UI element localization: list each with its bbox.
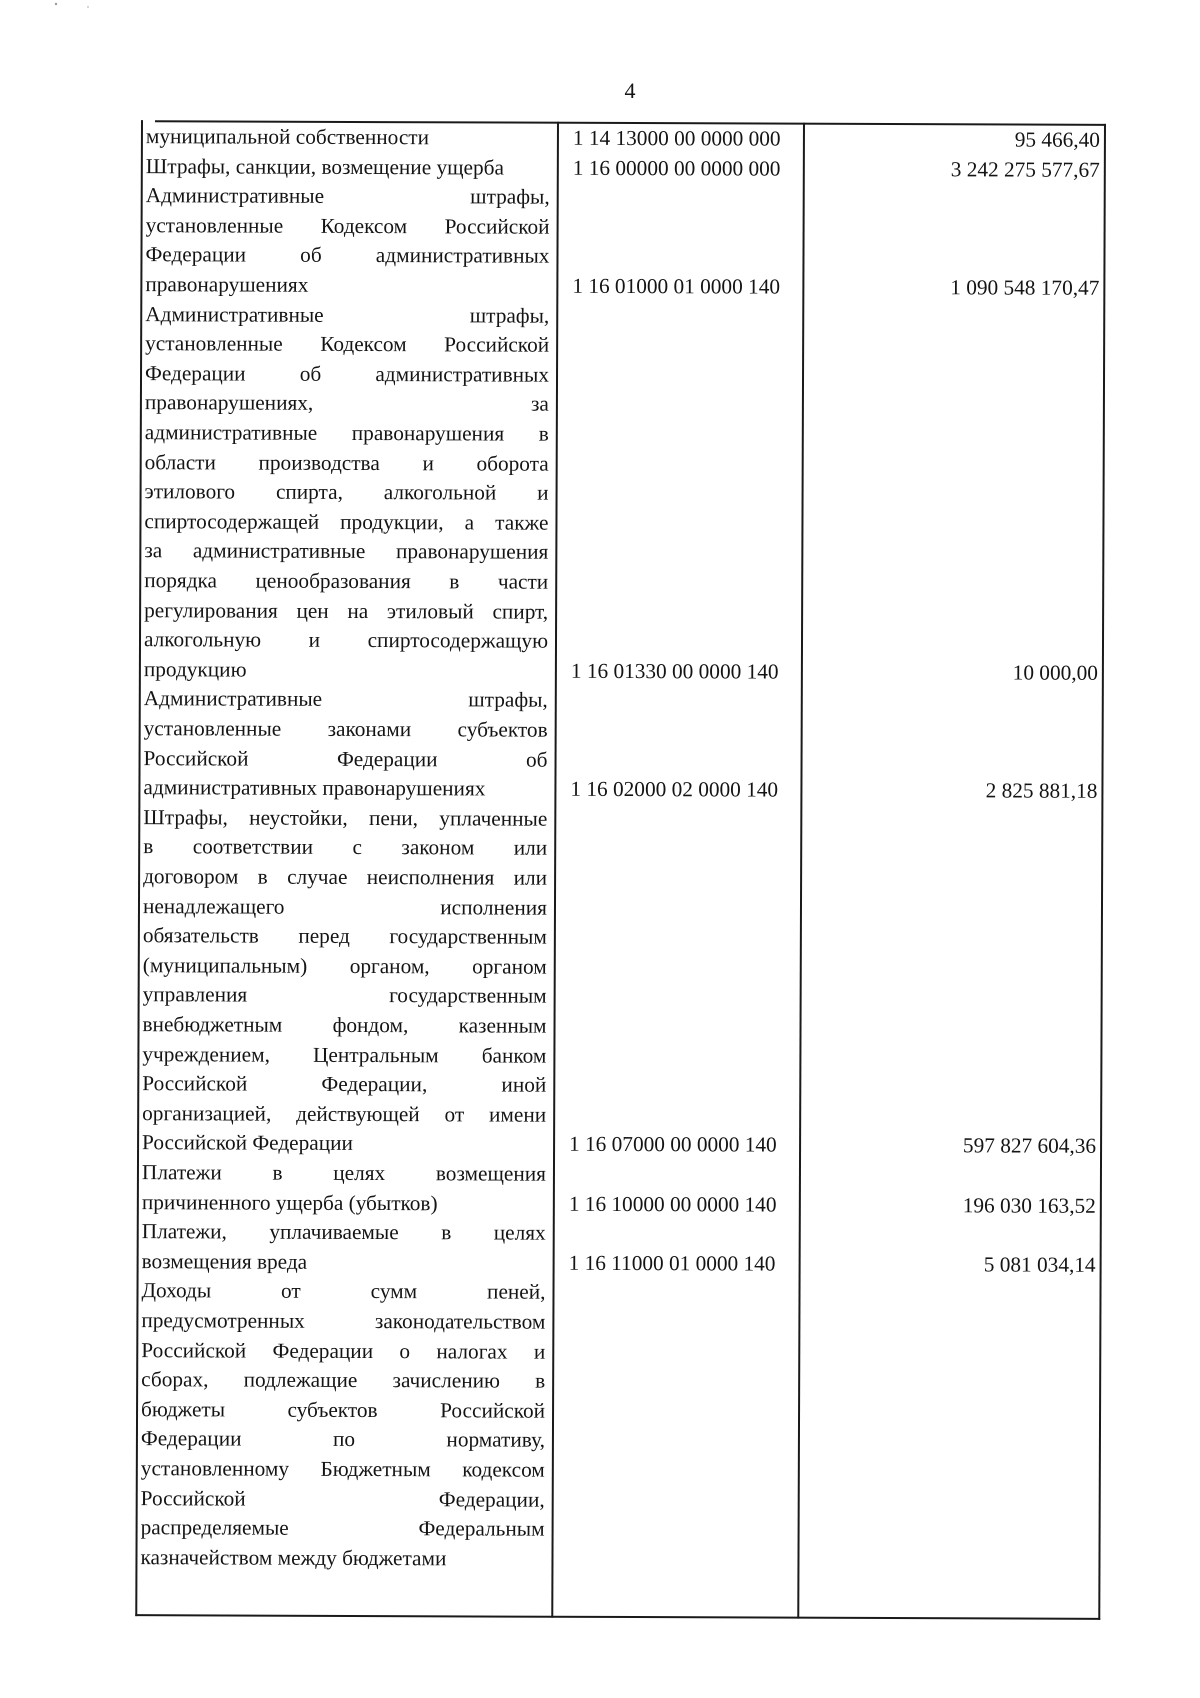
- revenue-name-line: спиртосодержащей продукции, а также: [144, 508, 549, 535]
- table-row: [139, 300, 1105, 688]
- revenue-name-line: Платежи, уплачиваемые в целях: [141, 1219, 546, 1245]
- revenue-name-line: установленные Кодексом Российской: [145, 331, 550, 357]
- budget-classification-code: [567, 1574, 793, 1575]
- budget-classification-code: 1 16 10000 00 0000 140: [568, 1191, 777, 1217]
- revenue-name-line: Платежи в целях возмещения: [141, 1160, 547, 1186]
- revenue-amount: 196 030 163,52: [962, 1192, 1096, 1218]
- revenue-name-line: Федерации об административных: [144, 361, 550, 387]
- revenue-name-line: распределяемые Федеральным: [140, 1515, 545, 1541]
- table-row: [135, 1277, 1101, 1577]
- revenue-name-line: Российской Федерации,: [140, 1485, 545, 1512]
- revenue-name-line: правонарушениях, за: [144, 390, 549, 417]
- revenue-name-line: Доходы от сумм пеней,: [141, 1278, 546, 1305]
- scan-artifact-mark: [54, 0, 94, 12]
- revenue-name-line: Российской Федерации, иной: [142, 1071, 547, 1097]
- revenue-name-line: административные правонарушения в: [144, 420, 549, 446]
- budget-classification-code: 1 16 02000 02 0000 140: [570, 776, 779, 802]
- budget-classification-code: 1 16 00000 00 0000 000: [572, 155, 781, 181]
- table-row: [141, 152, 1106, 185]
- revenue-amount: 5 081 034,14: [983, 1252, 1096, 1277]
- revenue-name-line: правонарушениях: [145, 272, 309, 297]
- revenue-name-line: установленные Кодексом Российской: [145, 212, 550, 239]
- revenue-name-line: Российской Федерации о налогах и: [141, 1337, 546, 1364]
- table-row: [140, 181, 1105, 303]
- revenue-name-line: муниципальной собственности: [145, 124, 430, 150]
- revenue-name-line: административных правонарушениях: [143, 775, 486, 801]
- revenue-name-line: установленные законами субъектов: [143, 716, 548, 742]
- revenue-name-cell: [144, 300, 549, 686]
- revenue-name-line: Штрафы, санкции, возмещение ущерба: [145, 153, 504, 180]
- revenue-name-line: учреждением, Центральным банком: [142, 1041, 547, 1068]
- table-row: [137, 1217, 1102, 1280]
- revenue-name-line: алкогольную и спиртосодержащую: [143, 627, 549, 653]
- revenue-name-line: Административные штрафы,: [143, 686, 548, 713]
- revenue-name-line: Федерации об административных: [145, 242, 550, 269]
- table-row: [138, 685, 1103, 807]
- revenue-name-line: Административные штрафы,: [145, 183, 550, 209]
- revenue-name-cell: [146, 152, 550, 183]
- revenue-name-line: в соответствии с законом или: [143, 834, 548, 861]
- revenue-name-line: управления государственным: [142, 982, 547, 1009]
- table-row: [137, 1158, 1102, 1221]
- revenue-name-line: возмещения вреда: [141, 1248, 308, 1274]
- revenue-amount: 597 827 604,36: [962, 1133, 1097, 1159]
- revenue-name-cell: [146, 122, 550, 153]
- revenue-amount: 3 242 275 577,67: [950, 156, 1100, 182]
- budget-classification-code: 1 16 07000 00 0000 140: [569, 1132, 777, 1157]
- budget-classification-code: 1 16 01000 01 0000 140: [572, 273, 781, 299]
- revenue-name-line: (муниципальным) органом, органом: [142, 952, 547, 979]
- revenue-name-line: Федерации по нормативу,: [140, 1426, 545, 1453]
- revenue-name-cell: [142, 1158, 546, 1219]
- revenue-name-line: этилового спирта, алкогольной и: [144, 479, 549, 505]
- revenue-name-line: сборах, подлежащие зачислению в: [141, 1367, 546, 1393]
- budget-classification-code: 1 16 11000 01 0000 140: [568, 1250, 776, 1276]
- revenue-name-cell: [145, 181, 549, 301]
- revenue-name-line: Российской Федерации: [142, 1130, 353, 1156]
- revenue-amount: 10 000,00: [1012, 660, 1098, 685]
- revenue-name-line: внебюджетным фондом, казенным: [142, 1012, 547, 1038]
- revenue-name-line: договором в случае неисполнения или: [143, 864, 548, 890]
- revenue-name-line: бюджеты субъектов Российской: [141, 1396, 546, 1423]
- revenue-amount: 95 466,40: [1014, 127, 1100, 152]
- table-bottom-border: [135, 1614, 1100, 1620]
- revenue-name-cell: [142, 1217, 546, 1278]
- revenue-name-line: казначейством между бюджетами: [140, 1544, 447, 1571]
- revenue-name-line: за административные правонарушения: [144, 538, 549, 565]
- budget-classification-code: 1 14 13000 00 0000 000: [572, 125, 781, 151]
- revenue-name-line: ненадлежащего исполнения: [142, 893, 548, 920]
- revenue-name-line: предусмотренных законодательством: [141, 1308, 546, 1334]
- revenue-name-line: Административные штрафы,: [145, 301, 550, 328]
- table-row: [141, 122, 1106, 155]
- revenue-name-line: порядка ценообразования в части: [144, 568, 549, 594]
- table-row: [137, 803, 1103, 1162]
- revenue-name-cell: [140, 1277, 545, 1574]
- revenue-name-line: причиненного ущерба (убытков): [141, 1189, 438, 1215]
- revenue-name-line: продукцию: [143, 656, 247, 682]
- revenue-name-cell: [143, 685, 547, 805]
- revenue-name-line: регулирования цен на этиловый спирт,: [144, 597, 549, 624]
- revenue-amount: 1 090 548 170,47: [950, 275, 1100, 300]
- revenue-name-line: области производства и оборота: [144, 449, 549, 476]
- budget-revenue-table: [135, 120, 1106, 1622]
- revenue-name-line: установленному Бюджетным кодексом: [140, 1456, 545, 1482]
- budget-classification-code: 1 16 01330 00 0000 140: [570, 658, 779, 684]
- revenue-name-line: организацией, действующей от имени: [142, 1100, 547, 1127]
- revenue-name-line: обязательств перед государственным: [142, 923, 547, 949]
- revenue-name-line: Российской Федерации об: [143, 745, 548, 772]
- revenue-name-line: Штрафы, неустойки, пени, уплаченные: [143, 805, 548, 831]
- page-number: 4: [624, 78, 636, 103]
- revenue-amount: 2 825 881,18: [985, 778, 1098, 804]
- revenue-name-cell: [142, 803, 547, 1160]
